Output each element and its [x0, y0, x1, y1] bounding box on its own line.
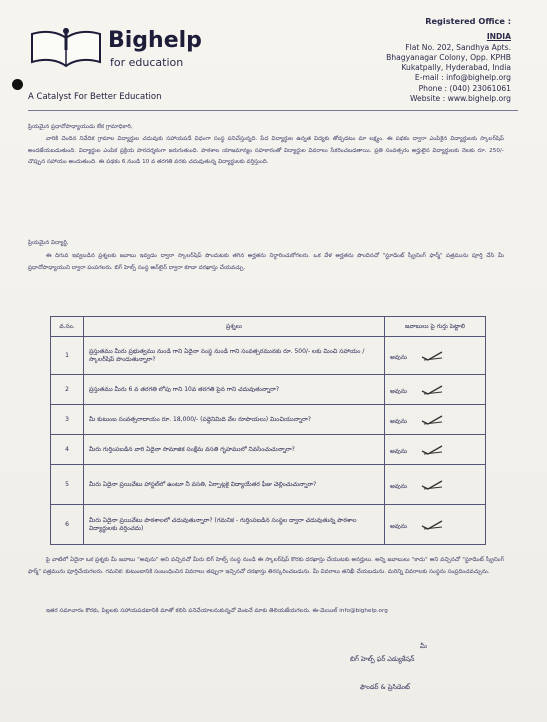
book-icon [30, 28, 102, 68]
tick-icon [420, 351, 444, 361]
row-answer-cell[interactable] [385, 435, 486, 465]
row-number: 6 [51, 505, 84, 545]
row-number: 1 [51, 337, 84, 375]
bullet-icon [12, 79, 23, 90]
row-question: మీ కుటుంబ సంవత్సరాదాయం రూ. 18,000/- (పద్దెనిమిది వేల రూపాయలు) మించియున్నారా? [84, 405, 385, 435]
tick-icon [420, 445, 444, 455]
row-answer-cell[interactable] [385, 337, 486, 375]
row-answer: అవును [390, 388, 408, 395]
office-website: Website : www.bighelp.org [409, 94, 511, 104]
student-paragraph: ఈ దిగువ ఇవ్వబడిన ప్రశ్నలకు జవాబు ఇవ్వడం ద్వారా స్కాలర్‌షిప్ పొందుటకు తగిన అర్హతను నిర్ధారించుకోగలరు. ఒక వేళ అర్హతను పొందినచో "స్టూడెంట్ స్క్రీనింగ్ ఫార్మ్" పత్రమును పూర్తి చేసి మీ ప్రధానోపాధ్యాయుని ద్వారా పంపగలరు. బిగ్ హెల్ప్ సంస్థ ఆన్‌లైన్ ద్వారా కూడా దరఖాస్తు చేయవచ్చు. [28, 253, 504, 271]
row-question: మీరు గుర్తింపబడిన వారి ఏదైనా సామాజిక సంక్షేమ వసతి గృహములో నివసించుచున్నారా? [84, 435, 385, 465]
row-answer-cell[interactable] [385, 465, 486, 505]
salutation: ప్రియమైన ప్రధానోపాధ్యాయుడు లేక గ్రామాధికారి, [28, 124, 133, 130]
row-answer-cell[interactable] [385, 375, 486, 405]
table-row [51, 435, 486, 465]
office-country: INDIA [486, 32, 511, 42]
student-salutation: ప్రియమైన విద్యార్థి, [28, 240, 69, 246]
contact-paragraph: ఇతర సమాచారం కొరకు, పిల్లలకు సహాయపడటానికి మాతో కలిసి పనిచేయాలనుకున్నచో వెంటనే మాకు తెలియజేయగలరు. ఈ-మెయిల్ info@bighelp.org [46, 608, 388, 614]
intro-paragraph: వారికి చెందిన నివేదిక గ్రామాల విద్యార్థుల చదువుకు సహాయపడే విధంగా సంస్థ పనిచేస్తున్నది. పేద విద్యార్థుల ఉన్నత విద్యకు తోడ్పడటం మా లక్ష్యం. ఈ పథకం ద్వారా ఎంపికైన విద్యార్థులకు స్కాలర్‌షిప్ అందజేయబడుతుంది. విద్యార్థుల ఎంపిక ప్రక్రియ పారదర్శకంగా జరుగుతుంది. పాఠశాల యాజమాన్యం సహకారంతో విద్యార్థుల వివరాలు సేకరించబడతాయి. ప్రతి సంవత్సరం అర్హులైన విద్యార్థులకు నెలకు రూ. 250/- చొప్పున సహాయం అందుతుంది. ఈ పథకం 6 నుండి 10 వ తరగతి వరకు చదువుతున్న విద్యార్థులకు వర్తిస్తుంది. [28, 136, 504, 166]
tick-icon [420, 480, 444, 490]
table-row [51, 337, 486, 375]
row-question: మీరు ఏదైనా ప్రయివేటు హాస్టల్‌లో ఉంటూ నీ వసతి, ఏర్పాట్లకై విద్యాయేతర ఫీజు చెల్లించుచున్నారా? [84, 465, 385, 505]
col-header-no: వ.సం. [51, 317, 84, 337]
closing-word: మీ [420, 642, 427, 650]
row-answer-cell[interactable] [385, 405, 486, 435]
row-answer: అవును [390, 448, 408, 455]
eligibility-table [50, 316, 486, 545]
office-line: Kukatpally, Hyderabad, India [401, 63, 511, 73]
table-row [51, 375, 486, 405]
row-question: ప్రస్తుతము మీరు 6 వ తరగతి లోపు గాని 10వ తరగతి పైన గాని చదువుతున్నారా? [84, 375, 385, 405]
brand-name: Bighelp [108, 28, 202, 53]
signature-org: బిగ్ హెల్ప్ ఫర్ ఎడ్యుకేషన్ [350, 655, 415, 663]
row-answer: అవును [390, 483, 408, 490]
table-row [51, 405, 486, 435]
col-header-answer: జవాబులు పై గుర్తు పెట్టాలి [385, 317, 486, 337]
bighelp-logo [30, 20, 230, 90]
header-divider [28, 110, 518, 111]
closing-paragraph: పై వాటిలో ఏదైనా ఒక ప్రశ్నకు మీ జవాబు "అవును" అని వచ్చినచో మీరు బిగ్ హెల్ప్ సంస్థ నుండి ఈ స్కాలర్‌షిప్ కొరకు దరఖాస్తు చేయుటకు అనర్హులు. అన్ని జవాబులు "కాదు" అని వచ్చినచో "స్టూడెంట్ స్క్రీనింగ్ ఫార్మ్" పత్రమును పూర్తిచేయగలరు. గమనిక: కుటుంబానికి సంబంధించిన వివరాలు తప్పుగా ఇచ్చినచో దరఖాస్తు తిరస్కరించబడును. మీ వివరాలు తనిఖీ చేయబడును. మరిన్ని వివరాలకు సంస్థను సంప్రదించవచ్చును. [28, 557, 504, 575]
tagline: A Catalyst For Better Education [28, 92, 162, 102]
office-phone: Phone : (040) 23061061 [418, 83, 511, 93]
row-number: 2 [51, 375, 84, 405]
col-header-question: ప్రశ్నలు [84, 317, 385, 337]
tick-icon [420, 520, 444, 530]
brand-subtitle: for education [110, 56, 184, 69]
row-answer: అవును [390, 354, 408, 361]
table-row [51, 505, 486, 545]
office-heading: Registered Office : [425, 16, 511, 26]
row-answer-cell[interactable] [385, 505, 486, 545]
row-number: 4 [51, 435, 84, 465]
row-question: మీరు ఏదైనా ప్రయివేటు పాఠశాలలో చదువుతున్నారా? (గమనిక - గుర్తింపబడిన సంస్థల ద్వారా చదువుతున్న పాఠశాల విద్యార్థులకు వర్తించదు) [84, 505, 385, 545]
table-header [51, 317, 486, 337]
tick-icon [420, 385, 444, 395]
row-answer: అవును [390, 523, 408, 530]
row-answer: అవును [390, 418, 408, 425]
row-question: ప్రస్తుతము మీరు ప్రభుత్వము నుండి గాని ఏదైనా సంస్థ నుండి గాని సంవత్సరమునకు రూ. 500/- లకు మించి సహాయం / స్కాలర్‌షిప్ పొందుతున్నారా? [84, 337, 385, 375]
registered-office [386, 16, 511, 104]
tick-icon [420, 415, 444, 425]
signature-role: ఫౌండర్ & ప్రెసిడెంట్ [360, 683, 410, 691]
office-line: Bhagyanagar Colony, Opp. KPHB [386, 52, 511, 62]
office-email: E-mail : info@bighelp.org [414, 73, 511, 83]
office-line: Flat No. 202, Sandhya Apts. [405, 42, 511, 52]
row-number: 3 [51, 405, 84, 435]
table-row [51, 465, 486, 505]
row-number: 5 [51, 465, 84, 505]
